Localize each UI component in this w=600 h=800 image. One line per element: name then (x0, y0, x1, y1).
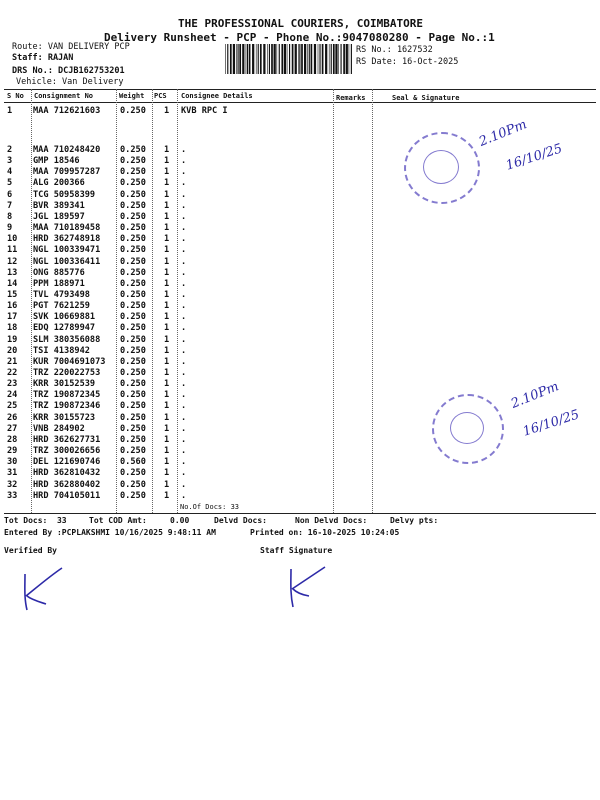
table-row (0, 323, 600, 334)
runsheet-subtitle: Delivery Runsheet - PCP - Phone No.:9047080280 - Page No.:1 (104, 31, 495, 44)
row-sno: 22 (7, 368, 18, 378)
printed-on: Printed on: 16-10-2025 10:24:05 (250, 528, 400, 537)
row-weight: 0.250 (120, 145, 146, 155)
row-sno: 7 (7, 200, 13, 211)
row-pcs: 1 (164, 434, 170, 445)
row-consignee: . (181, 145, 187, 155)
row-consignee: . (181, 390, 187, 401)
row-sno: 2 (7, 145, 13, 155)
col-pcs: PCS (154, 92, 167, 100)
table-row (0, 401, 600, 412)
row-consignee: . (181, 178, 187, 189)
row-weight: 0.250 (120, 167, 146, 178)
row-pcs: 1 (164, 379, 170, 390)
row-weight: 0.250 (120, 446, 146, 457)
row-weight: 0.250 (120, 468, 146, 479)
row-consignment: MAA 709957287 (33, 167, 101, 178)
row-sno: 5 (7, 178, 13, 189)
row-consignment: EDQ 12789947 (33, 323, 96, 334)
table-row (0, 413, 600, 424)
row-sno: 19 (7, 334, 18, 345)
table-bottom-rule (4, 513, 596, 514)
row-pcs: 1 (164, 106, 170, 116)
row-pcs: 1 (164, 178, 170, 189)
table-row (0, 301, 600, 312)
row-sno: 8 (7, 211, 13, 222)
row-consignment: KRR 30155723 (33, 412, 96, 423)
row-sno: 21 (7, 356, 18, 367)
seal-stamp (404, 132, 480, 204)
row-weight: 0.250 (120, 401, 146, 412)
handwritten-date: 16/10/25 (504, 141, 565, 174)
row-pcs: 1 (164, 211, 170, 222)
row-sno: 25 (7, 401, 18, 412)
row-consignment: HRD 362748918 (33, 234, 101, 245)
row-pcs: 1 (164, 256, 170, 267)
row-sno: 6 (7, 189, 13, 200)
col-seal: Seal & Signature (392, 94, 460, 102)
row-weight: 0.250 (120, 334, 146, 345)
table-row (0, 268, 600, 279)
staff-signature (285, 563, 330, 611)
row-weight: 0.250 (120, 245, 146, 256)
row-sno: 10 (7, 234, 18, 245)
row-consignee: . (181, 446, 187, 457)
row-consignment: TRZ 300026656 (33, 446, 101, 457)
row-consignee: . (181, 167, 187, 178)
vehicle-label: Vehicle: Van Delivery (16, 77, 124, 87)
row-consignee: . (181, 356, 187, 367)
row-consignment: MAA 712621603 (33, 106, 101, 116)
row-sno: 17 (7, 312, 18, 323)
row-consignment: TRZ 190872345 (33, 390, 101, 401)
row-consignment: TVL 4793498 (33, 289, 90, 300)
table-row (0, 346, 600, 357)
row-consignee: . (181, 200, 187, 211)
row-consignee: . (181, 156, 187, 167)
entered-by: Entered By :PCPLAKSHMI 10/16/2025 9:48:11 AM (4, 528, 216, 537)
row-sno: 28 (7, 434, 18, 445)
row-sno: 33 (7, 490, 18, 501)
row-consignee: . (181, 278, 187, 289)
staff-signature-label: Staff Signature (260, 546, 333, 555)
row-consignment: ALG 200366 (33, 178, 85, 189)
row-weight: 0.250 (120, 234, 146, 245)
table-row (0, 201, 600, 212)
verified-by-label: Verified By (4, 546, 57, 555)
row-pcs: 1 (164, 490, 170, 501)
staff-label: Staff: RAJAN (12, 53, 74, 63)
row-pcs: 1 (164, 267, 170, 278)
row-weight: 0.250 (120, 490, 146, 501)
row-consignment: HRD 362627731 (33, 434, 101, 445)
row-weight: 0.250 (120, 434, 146, 445)
row-sno: 20 (7, 345, 18, 356)
no-of-docs: No.Of Docs: 33 (180, 503, 240, 511)
row-weight: 0.250 (120, 323, 146, 334)
row-pcs: 1 (164, 234, 170, 245)
row-weight: 0.250 (120, 106, 146, 116)
table-row (0, 446, 600, 457)
row-sno: 26 (7, 412, 18, 423)
row-consignee: . (181, 289, 187, 300)
row-pcs: 1 (164, 323, 170, 334)
table-row (0, 312, 600, 323)
row-consignee: . (181, 490, 187, 501)
row-weight: 0.560 (120, 457, 146, 468)
cod-value: 0.00 (170, 516, 190, 525)
col-consignment: Consignment No (34, 92, 94, 100)
verified-signature (18, 566, 68, 616)
non-delvd-docs: Non Delvd Docs: (295, 516, 368, 525)
handwritten-time: 2.10Pm (477, 117, 530, 150)
row-consignee: . (181, 434, 187, 445)
seal-stamp (432, 394, 504, 464)
row-consignee: KVB RPC I (181, 106, 228, 116)
row-consignment: HRD 362880402 (33, 479, 101, 490)
row-pcs: 1 (164, 423, 170, 434)
table-row (0, 178, 600, 189)
row-weight: 0.250 (120, 156, 146, 167)
row-sno: 32 (7, 479, 18, 490)
row-consignment: KUR 7004691073 (33, 356, 106, 367)
row-consignment: MAA 710248420 (33, 145, 101, 155)
row-consignment: DEL 121690746 (33, 457, 101, 468)
row-sno: 16 (7, 301, 18, 312)
row-pcs: 1 (164, 289, 170, 300)
table-row (0, 212, 600, 223)
row-consignee: . (181, 379, 187, 390)
row-sno: 29 (7, 446, 18, 457)
rs-number: RS No.: 1627532 (356, 45, 433, 55)
row-weight: 0.250 (120, 312, 146, 323)
row-consignee: . (181, 334, 187, 345)
row-sno: 11 (7, 245, 18, 256)
route-label: Route: VAN DELIVERY PCP (12, 42, 130, 52)
row-consignee: . (181, 368, 187, 378)
table-row (0, 106, 600, 117)
table-row (0, 245, 600, 256)
row-consignee: . (181, 234, 187, 245)
row-consignment: TSI 4138942 (33, 345, 90, 356)
row-consignee: . (181, 256, 187, 267)
col-remarks: Remarks (336, 94, 366, 102)
table-row (0, 435, 600, 446)
handwritten-date: 16/10/25 (521, 407, 582, 440)
row-weight: 0.250 (120, 267, 146, 278)
row-pcs: 1 (164, 412, 170, 423)
table-row (0, 234, 600, 245)
row-weight: 0.250 (120, 379, 146, 390)
row-consignee: . (181, 401, 187, 412)
barcode (225, 44, 353, 74)
table-row (0, 290, 600, 301)
row-pcs: 1 (164, 368, 170, 378)
table-row (0, 491, 600, 502)
row-weight: 0.250 (120, 301, 146, 312)
table-row (0, 223, 600, 234)
row-consignment: VNB 284902 (33, 423, 85, 434)
company-title: THE PROFESSIONAL COURIERS, COIMBATORE (178, 17, 424, 30)
row-consignment: NGL 100336411 (33, 256, 101, 267)
row-sno: 30 (7, 457, 18, 468)
row-weight: 0.250 (120, 189, 146, 200)
row-consignment: TRZ 190872346 (33, 401, 101, 412)
row-pcs: 1 (164, 145, 170, 155)
row-pcs: 1 (164, 401, 170, 412)
row-sno: 23 (7, 379, 18, 390)
row-consignment: ONG 885776 (33, 267, 85, 278)
row-sno: 31 (7, 468, 18, 479)
row-consignment: MAA 710189458 (33, 223, 101, 234)
row-weight: 0.250 (120, 200, 146, 211)
row-sno: 14 (7, 278, 18, 289)
row-consignee: . (181, 479, 187, 490)
row-pcs: 1 (164, 200, 170, 211)
row-consignee: . (181, 323, 187, 334)
row-weight: 0.250 (120, 278, 146, 289)
row-weight: 0.250 (120, 256, 146, 267)
row-pcs: 1 (164, 156, 170, 167)
row-consignment: GMP 18546 (33, 156, 80, 167)
table-row (0, 257, 600, 268)
row-sno: 27 (7, 423, 18, 434)
row-consignee: . (181, 345, 187, 356)
row-sno: 1 (7, 106, 13, 116)
row-consignment: HRD 704105011 (33, 490, 101, 501)
table-row (0, 368, 600, 379)
row-weight: 0.250 (120, 368, 146, 378)
col-consignee: Consignee Details (181, 92, 253, 100)
table-row (0, 279, 600, 290)
table-row (0, 468, 600, 479)
col-weight: Weight (119, 92, 145, 100)
row-pcs: 1 (164, 167, 170, 178)
row-consignment: PGT 7621259 (33, 301, 90, 312)
table-row (0, 335, 600, 346)
row-sno: 4 (7, 167, 13, 178)
table-row (0, 457, 600, 468)
row-pcs: 1 (164, 356, 170, 367)
row-pcs: 1 (164, 301, 170, 312)
row-pcs: 1 (164, 446, 170, 457)
table-row (0, 379, 600, 390)
row-consignee: . (181, 245, 187, 256)
row-pcs: 1 (164, 245, 170, 256)
rs-date: RS Date: 16-Oct-2025 (356, 57, 459, 67)
row-pcs: 1 (164, 334, 170, 345)
row-pcs: 1 (164, 457, 170, 468)
row-weight: 0.250 (120, 423, 146, 434)
row-consignment: BVR 389341 (33, 200, 85, 211)
row-weight: 0.250 (120, 211, 146, 222)
row-weight: 0.250 (120, 390, 146, 401)
row-consignee: . (181, 423, 187, 434)
row-consignee: . (181, 189, 187, 200)
row-consignment: TRZ 220022753 (33, 368, 101, 378)
row-sno: 13 (7, 267, 18, 278)
row-weight: 0.250 (120, 178, 146, 189)
row-weight: 0.250 (120, 412, 146, 423)
row-consignee: . (181, 267, 187, 278)
row-consignment: JGL 189597 (33, 211, 85, 222)
table-row (0, 145, 600, 156)
delvy-pts: Delvy pts: (390, 516, 439, 525)
row-pcs: 1 (164, 278, 170, 289)
row-pcs: 1 (164, 345, 170, 356)
table-row (0, 480, 600, 491)
row-pcs: 1 (164, 189, 170, 200)
drs-number: DRS No.: DCJB162753201 (12, 66, 125, 76)
tot-cod: Tot COD Amt: (89, 516, 147, 525)
row-sno: 9 (7, 223, 13, 234)
row-consignment: TCG 50958399 (33, 189, 96, 200)
table-header-rule (4, 102, 596, 103)
row-consignee: . (181, 312, 187, 323)
row-sno: 24 (7, 390, 18, 401)
row-pcs: 1 (164, 390, 170, 401)
row-pcs: 1 (164, 479, 170, 490)
row-consignee: . (181, 301, 187, 312)
row-consignment: KRR 30152539 (33, 379, 96, 390)
row-consignee: . (181, 457, 187, 468)
row-consignment: NGL 100339471 (33, 245, 101, 256)
row-consignment: HRD 362810432 (33, 468, 101, 479)
table-row (0, 357, 600, 368)
delvd-docs: Delvd Docs: (214, 516, 267, 525)
row-pcs: 1 (164, 468, 170, 479)
tot-docs: Tot Docs: 33 (4, 516, 67, 525)
row-sno: 3 (7, 156, 13, 167)
row-sno: 15 (7, 289, 18, 300)
row-consignee: . (181, 412, 187, 423)
row-consignment: PPM 188971 (33, 278, 85, 289)
row-consignee: . (181, 468, 187, 479)
row-consignment: SVK 10669881 (33, 312, 96, 323)
row-weight: 0.250 (120, 345, 146, 356)
row-sno: 18 (7, 323, 18, 334)
row-consignment: SLM 380356088 (33, 334, 101, 345)
table-row (0, 190, 600, 201)
row-sno: 12 (7, 256, 18, 267)
row-weight: 0.250 (120, 289, 146, 300)
row-consignee: . (181, 223, 187, 234)
row-consignee: . (181, 211, 187, 222)
row-weight: 0.250 (120, 479, 146, 490)
row-weight: 0.250 (120, 356, 146, 367)
handwritten-time: 2.10Pm (509, 379, 562, 412)
row-weight: 0.250 (120, 223, 146, 234)
table-row (0, 424, 600, 435)
row-pcs: 1 (164, 312, 170, 323)
table-top-rule (4, 89, 596, 90)
col-sno: S No (7, 92, 24, 100)
row-pcs: 1 (164, 223, 170, 234)
